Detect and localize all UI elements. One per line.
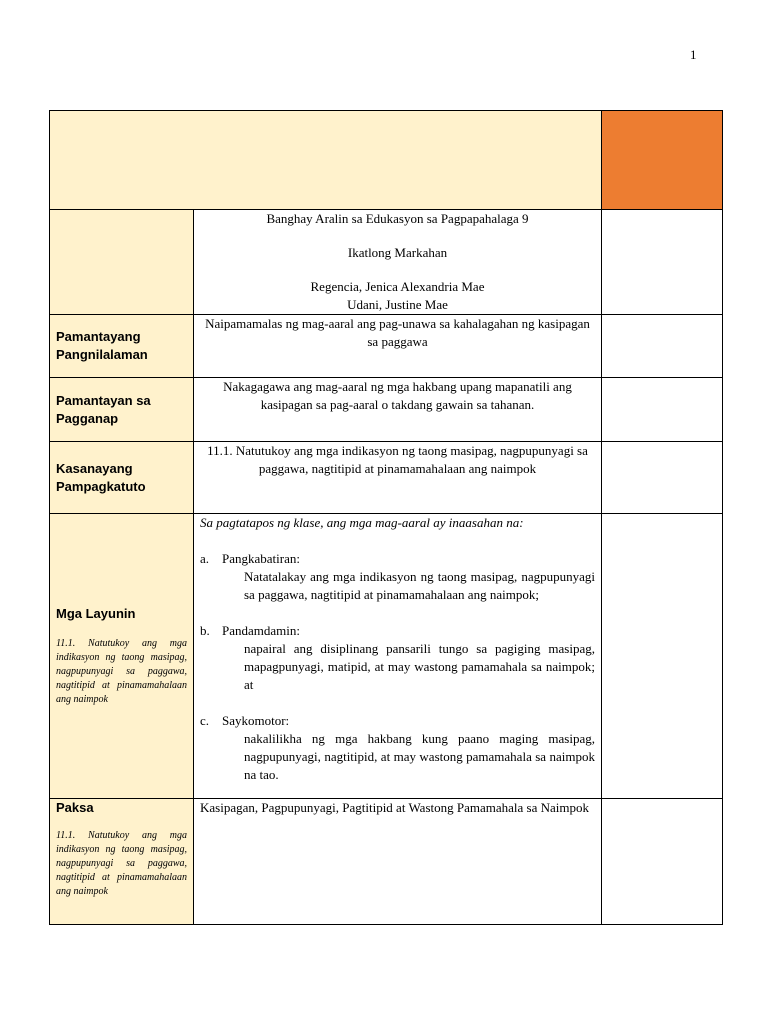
performance-standard-row <box>50 378 723 442</box>
topic-label: Paksa <box>56 800 94 815</box>
header-cell <box>50 111 602 210</box>
competency-notes-cell <box>602 442 723 514</box>
objectives-note: 11.1. Natutukoy ang mga indikasyon ng taong masipag, nagpupunyagi sa paggawa, nagtitipid at pinamamahalaan ang naimpok <box>56 638 187 705</box>
title-notes-cell <box>602 210 723 315</box>
topic-label-cell <box>50 799 194 925</box>
objectives-cell <box>194 514 602 799</box>
objective-c-title: Saykomotor: <box>222 713 290 728</box>
quarter-title: Ikatlong Markahan <box>347 245 448 260</box>
performance-standard-label-1: Pamantayan sa <box>56 392 151 408</box>
competency-text: 11.1. Natutukoy ang mga indikasyon ng taong masipag, nagpupunyagi sa paggawa, nagtitipid at pinamamahalaan ang naimpok <box>207 443 588 476</box>
objective-b-head <box>200 622 595 640</box>
competency-row <box>50 442 723 514</box>
objective-c-body: nakalilikha ng mga hakbang kung paano maging masipag, nagpupunyagi, nagtitipid, at may wastong pamamahala sa naimpok na tao. <box>244 731 595 782</box>
topic-note: 11.1. Natutukoy ang mga indikasyon ng taong masipag, nagpupunyagi sa paggawa, nagtitipid at pinamamahalaan ang naimpok <box>56 830 187 897</box>
topic-notes-cell <box>602 799 723 925</box>
performance-standard-label-cell <box>50 378 194 442</box>
content-standard-label-2: Pangnilalaman <box>56 347 148 362</box>
content-standard-text: Naipamamalas ng mag-aaral ang pag-unawa sa kahalagahan ng kasipagan sa paggawa <box>205 316 590 349</box>
header-row <box>50 111 723 210</box>
performance-standard-text: Nakagagawa ang mag-aaral ng mga hakbang upang mapanatili ang kasipagan sa pag-aaral o takdang gawain sa tahanan. <box>223 379 572 412</box>
content-standard-label-1: Pamantayang <box>56 329 141 344</box>
title-cell <box>194 210 602 315</box>
objective-b-body: napairal ang disiplinang pansarili tungo sa pagiging masipag, mapagpunyagi, matipid, at may wastong pamamahala sa naimpok; at <box>244 641 595 692</box>
topic-row <box>50 799 723 925</box>
performance-standard-notes-cell <box>602 378 723 442</box>
topic-text: Kasipagan, Pagpupunyagi, Pagtitipid at Wastong Pamamahala sa Naimpok <box>200 800 590 815</box>
objective-a-body: Natatalakay ang mga indikasyon ng taong masipag, nagpupunyagi sa paggawa, nagtitipid at pinamamahalaan ang naimpok; <box>244 569 595 602</box>
author-2: Udani, Justine Mae <box>347 297 448 312</box>
objective-b-marker: b. <box>200 623 210 638</box>
objectives-intro: Sa pagtatapos ng klase, ang mga mag-aaral ay inaasahan na: <box>200 515 524 530</box>
competency-label-1: Kasanayang <box>56 460 133 476</box>
objective-a-head <box>200 550 595 568</box>
content-standard-notes-cell <box>602 315 723 378</box>
header-accent-cell <box>602 111 723 210</box>
performance-standard-cell <box>194 378 602 442</box>
competency-cell <box>194 442 602 514</box>
objective-c-marker: c. <box>200 713 210 728</box>
author-1: Regencia, Jenica Alexandria Mae <box>310 279 485 294</box>
subject-title: Banghay Aralin sa Edukasyon sa Pagpapahalaga 9 <box>266 211 529 226</box>
objective-c-head <box>200 712 595 730</box>
title-row <box>50 210 723 315</box>
competency-label-cell <box>50 442 194 514</box>
objectives-label-cell <box>50 514 194 799</box>
title-label-cell <box>50 210 194 315</box>
content-standard-label-cell <box>50 315 194 378</box>
topic-cell <box>194 799 602 925</box>
objectives-row <box>50 514 723 799</box>
objective-b-title: Pandamdamin: <box>222 623 300 638</box>
page-number: 1 <box>690 47 697 62</box>
performance-standard-label-2: Pagganap <box>56 410 119 426</box>
objective-a-title: Pangkabatiran: <box>222 551 300 566</box>
objectives-notes-cell <box>602 514 723 799</box>
content-standard-cell <box>194 315 602 378</box>
lesson-plan-table <box>49 110 723 925</box>
content-standard-row <box>50 315 723 378</box>
competency-label-2: Pampagkatuto <box>56 478 146 494</box>
objective-a-marker: a. <box>200 551 210 566</box>
objectives-label: Mga Layunin <box>56 606 136 621</box>
